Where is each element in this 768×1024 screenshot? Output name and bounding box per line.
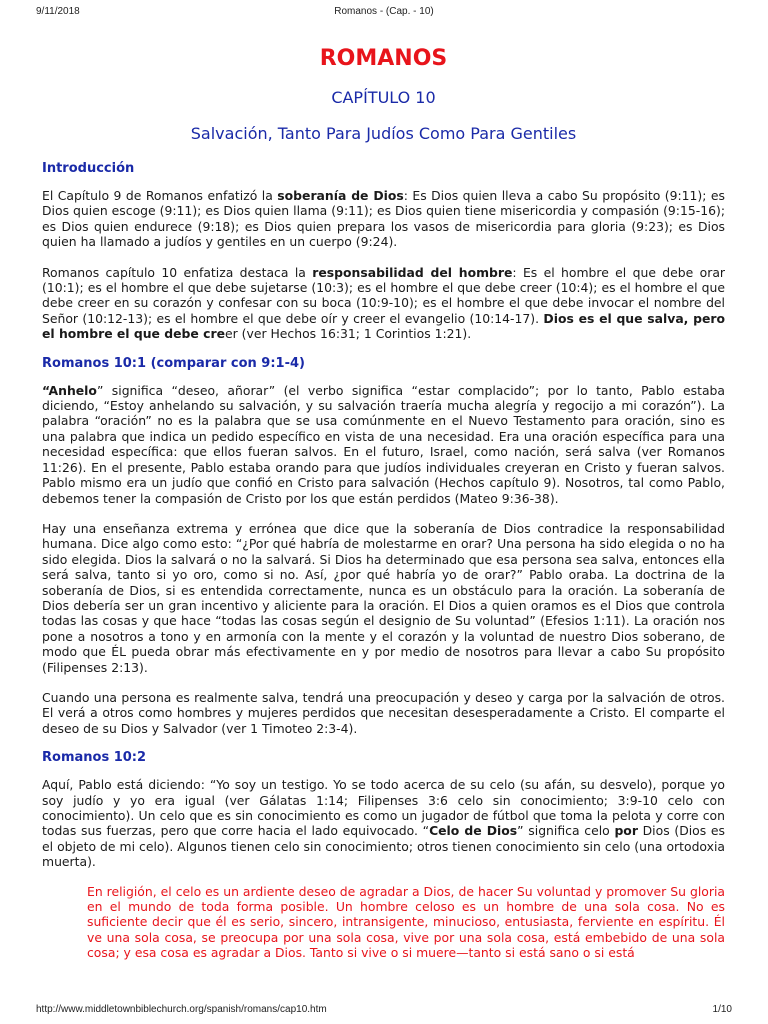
intro-p2-text-a: Romanos capítulo 10 enfatiza destaca la: [42, 264, 313, 280]
celo-de-dios-bold: Celo de Dios: [429, 823, 518, 839]
intro-p1-text-a: El Capítulo 9 de Romanos enfatizó la: [42, 188, 278, 203]
intro-p1-bold: soberanía de Dios: [277, 188, 404, 203]
por-bold: por: [614, 823, 638, 839]
print-page-title: Romanos - (Cap. - 10): [334, 6, 434, 17]
print-header: [0, 4, 768, 20]
anhelo-bold: “Anhelo: [42, 382, 97, 398]
romanos-10-1-paragraph-2: Hay una enseñanza extrema y errónea que dice que la soberanía de Dios contradice la responsabilidad humana. Dice algo como esto: “¿Por qué habría de molestarme en orar? Una persona ha sido elegida o no ha sido elegida. Dios la salvará o no la salvará. Si Dios ha determinado que esa persona sea salva, entonces ella será salva, tanto si yo oro, como si no. Así, ¿por qué habría yo de orar?” Pablo oraba. La doctrina de la soberanía de Dios, si es entendida correctamente, nunca es un obstáculo para la oración. La soberanía de Dios debería ser un gran incentivo y aliciente para la oración. El Dios a quien oramos es el Dios que controla todas las cosas y que hace “todas las cosas según el designio de Su voluntad” (Efesios 1:11). La oración nos pone a nosotros a tono y en armonía con la mente y el corazón y la voluntad de nuestro Dios soberano, de modo que ÉL pueda obrar más efectivamente en y por medio de nosotros para llevar a cabo Su propósito (Filipenses 2:13).: [42, 520, 725, 675]
page-url: http://www.middletownbiblechurch.org/spanish/romans/cap10.htm: [36, 1004, 327, 1015]
intro-paragraph-2: [42, 265, 725, 342]
section-heading-romanos-10-1: Romanos 10:1 (comparar con 9:1-4): [42, 355, 305, 371]
intro-p2-bold-a: responsabilidad del hombre: [312, 264, 513, 280]
print-date: 9/11/2018: [36, 6, 80, 17]
chapter-title: CAPÍTULO 10: [331, 88, 436, 107]
document-content: [42, 44, 725, 961]
r101-p1-text: ” significa “deseo, añorar” (el verbo significa “estar complacido”; por lo tanto, Pablo estaba diciendo, “Estoy anhelando su salvación, y su salvación traería mucha alegría y regocijo a mi corazón”). La palabra “oración” no es la palabra que se usa comúnmente en el Nuevo Testamento para oración, sino es una palabra que indica un pedido específico en vista de una necesidad. Era una oración específica para una necesidad específica: que ellos fueran salvos. En el futuro, Israel, como nación, será salva (ver Romanos 11:26). En el presente, Pablo estaba orando para que judíos individuales creyeran en Cristo y fueran salvos. Pablo mismo era un judío que confió en Cristo para salvación (Hechos capítulo 9). Nosotros, tal como Pablo, debemos tener la compasión de Cristo por los que están perdidos (Mateo 9:36-38).: [42, 382, 725, 506]
intro-p1-text-b: : Es Dios quien lleva a cabo Su propósito (9:11); es Dios quien escoge (9:11); es Dios quien llama (9:11); es Dios quien tiene misericordia y compasión (9:15-16); es Dios quien endurece (9:18); es Dios quien prepara los vasos de misericordia para gloria (9:23); es Dios quien ha llamado a judíos y gentiles en un cuerpo (9:24).: [42, 188, 725, 250]
section-heading-introduccion: Introducción: [42, 161, 135, 176]
intro-p2-text-b: : Es el hombre el que debe orar (10:1); es el hombre el que debe sujetarse (10:3); es el hombre el que debe creer (10:4); es el hombre el que debe creer en su corazón y confesar con su boca (10:9-10); es el hombre el que debe invocar el nombre del Señor (10:12-13); es el hombre el que debe oír y creer el evangelio (10:14-17).: [42, 264, 726, 326]
page-number: 1/10: [712, 1004, 732, 1015]
zeal-quote: En religión, el celo es un ardiente deseo de agradar a Dios, de hacer Su voluntad y promover Su gloria en el mundo de toda forma posible. Un hombre celoso es un hombre de una sola cosa. No es suficiente decir que él es serio, sincero, intransigente, minucioso, entusiasta, ferviente en espíritu. Él ve una sola cosa, se preocupa por una sola cosa, vive por una sola cosa, está embebido de una sola cosa; y esa cosa es agradar a Dios. Tanto si vive o si muere—tanto si está sano o si está: [87, 883, 725, 961]
section-heading-romanos-10-2: Romanos 10:2: [42, 750, 147, 766]
print-footer: [0, 1002, 768, 1018]
romanos-10-1-paragraph-1: [42, 383, 725, 506]
r102-p1-text-a: Aquí, Pablo está diciendo: “Yo soy un testigo. Yo se todo acerca de su celo (su afán, su desvelo), porque yo soy judío y yo era igual (ver Gálatas 1:14; Filipenses 3:6 celo sin conocimiento; 3:9-10 celo con conocimiento). Un celo que es sin conocimiento es como un jugador de fútbol que toma la pelota y corre con todas sus fuerzas, pero que corre hacia el lado equivocado. “: [42, 777, 725, 839]
romanos-10-1-paragraph-3: Cuando una persona es realmente salva, tendrá una preocupación y deseo y carga por la salvación de otros. El verá a otros como hombres y mujeres perdidos que necesitan desesperadamente a Cristo. El comparte el deseo de su Dios y Salvador (ver 1 Timoteo 2:3-4).: [42, 689, 725, 736]
intro-paragraph-1: [42, 188, 725, 250]
intro-p2-bold-b: Dios es el que salva, pero el hombre el que debe cre: [42, 310, 726, 342]
chapter-subtitle: Salvación, Tanto Para Judíos Como Para Gentiles: [190, 124, 577, 143]
romanos-10-2-paragraph-1: [42, 777, 725, 869]
r102-p1-text-c: Dios (Dios es el objeto de mi celo). Algunos tienen celo sin conocimiento; otros tienen conocimiento sin celo (una ortodoxia muerta).: [42, 823, 725, 870]
book-title: ROMANOS: [319, 46, 448, 71]
r102-p1-text-b: ” significa celo: [517, 823, 615, 839]
intro-p2-text-c: er (ver Hechos 16:31; 1 Corintios 1:21).: [225, 326, 472, 342]
